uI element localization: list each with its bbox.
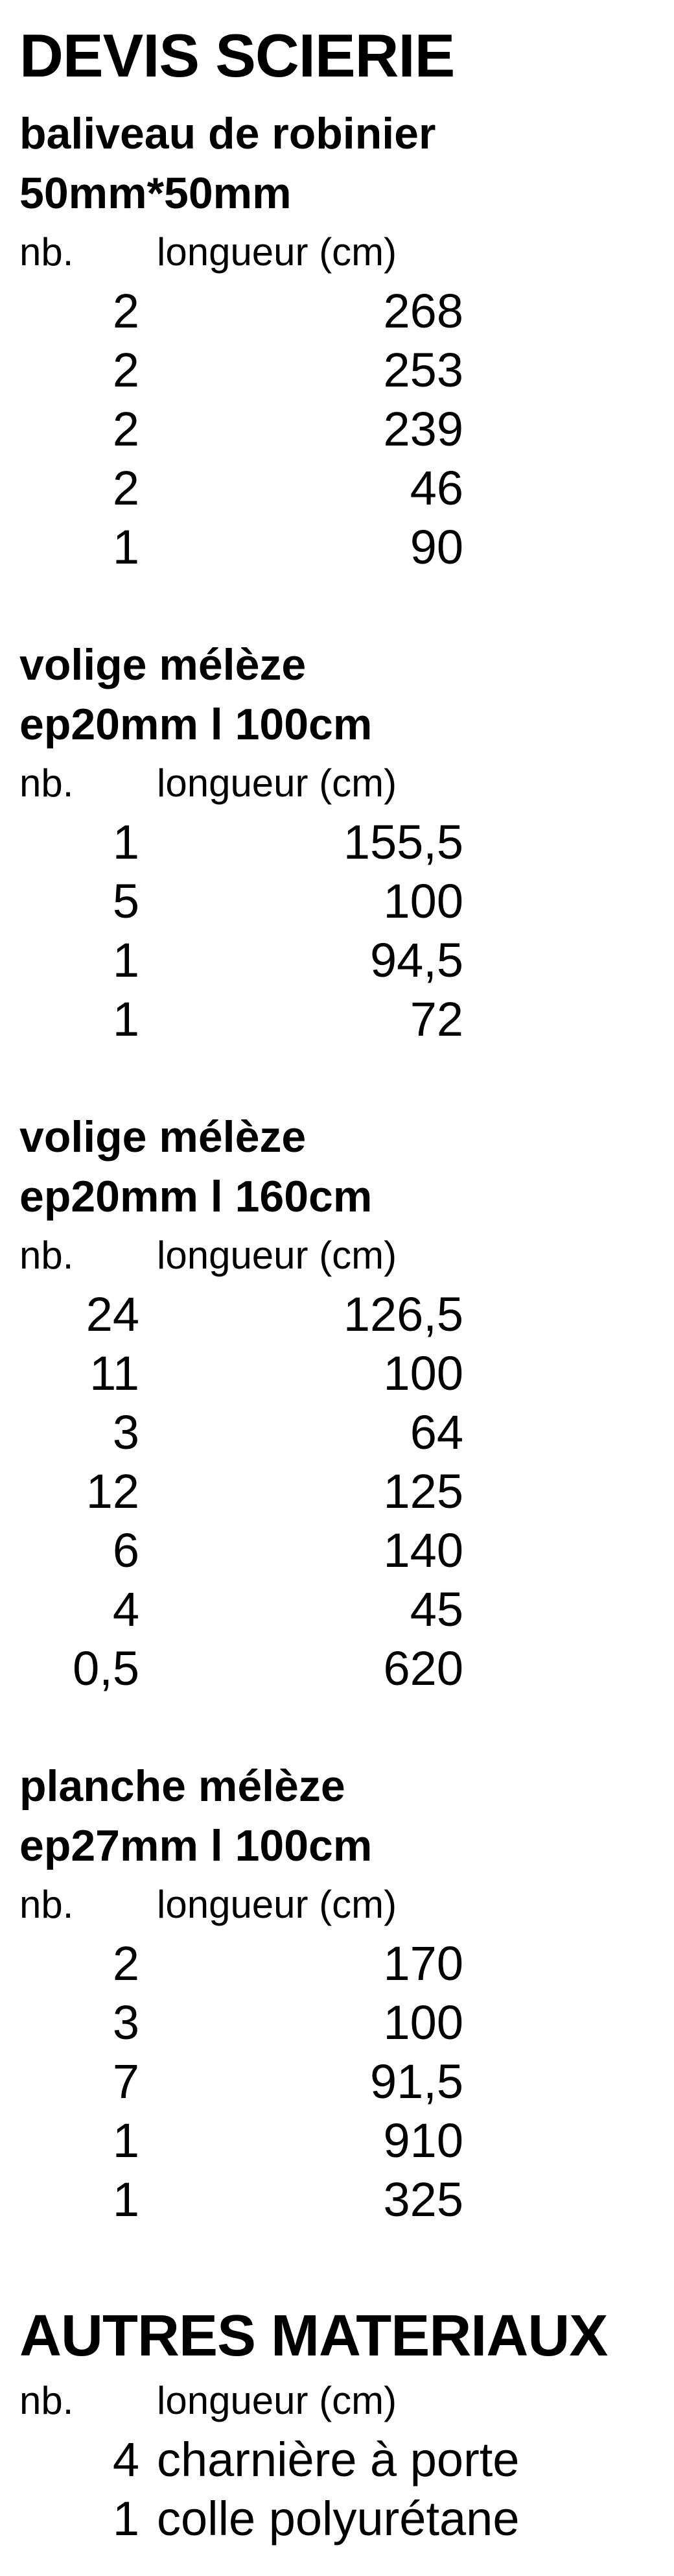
table-row xyxy=(0,2489,674,2548)
cell-longueur: 100 xyxy=(383,874,463,928)
cell-longueur: 268 xyxy=(383,284,463,338)
table-header xyxy=(0,754,674,813)
table-row xyxy=(0,2170,674,2229)
section-title-line-1: volige mélèze xyxy=(19,1112,307,1162)
table-row xyxy=(0,281,674,340)
cell-nb: 2 xyxy=(112,284,139,338)
cell-nb: 1 xyxy=(112,933,139,987)
section-title xyxy=(19,1107,674,1226)
table-row xyxy=(0,1934,674,1993)
cell-nb: 1 xyxy=(112,2492,139,2546)
section-volige-meleze-160 xyxy=(0,1107,674,1698)
column-header-nb: nb. xyxy=(19,761,74,805)
column-header-nb: nb. xyxy=(19,1234,74,1277)
cell-longueur: 100 xyxy=(383,1346,463,1400)
materials-title: AUTRES MATERIAUX xyxy=(19,2304,608,2368)
table-row xyxy=(0,340,674,400)
column-header-longueur: longueur (cm) xyxy=(157,230,397,274)
section-title xyxy=(19,104,674,223)
cell-nb: 1 xyxy=(112,520,139,574)
cell-longueur: 72 xyxy=(410,992,463,1046)
table-row xyxy=(0,813,674,872)
table-row xyxy=(0,1639,674,1698)
section-title-line-2: 50mm*50mm xyxy=(19,169,292,218)
section-planche-meleze xyxy=(0,1756,674,2229)
table-row xyxy=(0,2430,674,2489)
table-row xyxy=(0,1580,674,1639)
table-row xyxy=(0,459,674,518)
cell-longueur: 325 xyxy=(383,2173,463,2226)
table-row xyxy=(0,1521,674,1580)
cell-nb: 7 xyxy=(112,2055,139,2108)
table-row xyxy=(0,2052,674,2111)
cell-longueur: 91,5 xyxy=(369,2055,463,2108)
cell-longueur: 45 xyxy=(410,1582,463,1636)
column-header-nb: nb. xyxy=(19,230,74,274)
table-row xyxy=(0,518,674,577)
cell-nb: 24 xyxy=(86,1287,139,1341)
section-title-line-2: ep27mm l 100cm xyxy=(19,1821,373,1870)
table-header xyxy=(0,223,674,281)
section-title-line-2: ep20mm l 160cm xyxy=(19,1172,373,1221)
table-row xyxy=(0,1344,674,1403)
cell-nb: 1 xyxy=(112,2173,139,2226)
page-title: DEVIS SCIERIE xyxy=(19,21,455,89)
cell-nb: 2 xyxy=(112,343,139,397)
cell-longueur: 126,5 xyxy=(343,1287,463,1341)
cell-longueur: 64 xyxy=(410,1405,463,1459)
cell-longueur: 125 xyxy=(383,1464,463,1518)
section-volige-meleze-100 xyxy=(0,635,674,1049)
cell-nb: 2 xyxy=(112,402,139,456)
section-title xyxy=(19,1756,674,1876)
cell-longueur: 140 xyxy=(383,1523,463,1577)
table-row xyxy=(0,990,674,1049)
section-baliveau-robinier xyxy=(0,104,674,577)
cell-nb: 3 xyxy=(112,1996,139,2049)
cell-nb: 4 xyxy=(112,2433,139,2487)
table-row xyxy=(0,1462,674,1521)
section-title-line-1: planche mélèze xyxy=(19,1761,345,1811)
cell-nb: 1 xyxy=(112,815,139,869)
cell-material-label: charnière à porte xyxy=(157,2433,520,2487)
table-header xyxy=(0,2372,674,2430)
cell-nb: 12 xyxy=(86,1464,139,1518)
cell-nb: 3 xyxy=(112,1405,139,1459)
cell-longueur: 253 xyxy=(383,343,463,397)
cell-longueur: 170 xyxy=(383,1937,463,1990)
cell-longueur: 620 xyxy=(383,1641,463,1695)
cell-longueur: 100 xyxy=(383,1996,463,2049)
cell-longueur: 46 xyxy=(410,461,463,515)
cell-nb: 4 xyxy=(112,1582,139,1636)
cell-nb: 11 xyxy=(89,1346,139,1400)
table-header xyxy=(0,1226,674,1285)
cell-nb: 1 xyxy=(112,2114,139,2167)
table-row xyxy=(0,1403,674,1462)
cell-nb: 2 xyxy=(112,461,139,515)
column-header-longueur: longueur (cm) xyxy=(157,761,397,805)
cell-nb: 2 xyxy=(112,1937,139,1990)
cell-nb: 5 xyxy=(112,874,139,928)
column-header-nb: nb. xyxy=(19,2379,74,2422)
cell-longueur: 239 xyxy=(383,402,463,456)
cell-material-label: colle polyurétane xyxy=(157,2492,520,2546)
table-row xyxy=(0,872,674,931)
column-header-longueur: longueur (cm) xyxy=(157,2379,397,2422)
table-row xyxy=(0,2111,674,2170)
table-row xyxy=(0,931,674,990)
section-title-line-1: baliveau de robinier xyxy=(19,109,436,158)
section-title-line-2: ep20mm l 100cm xyxy=(19,700,373,749)
cell-nb: 1 xyxy=(112,992,139,1046)
cell-longueur: 910 xyxy=(383,2114,463,2167)
cell-longueur: 94,5 xyxy=(369,933,463,987)
section-autres-materiaux xyxy=(0,2300,674,2548)
cell-longueur: 90 xyxy=(410,520,463,574)
cell-nb: 0,5 xyxy=(73,1641,139,1695)
cell-nb: 6 xyxy=(112,1523,139,1577)
section-title-line-1: volige mélèze xyxy=(19,640,307,689)
column-header-longueur: longueur (cm) xyxy=(157,1883,397,1926)
column-header-nb: nb. xyxy=(19,1883,74,1926)
table-row xyxy=(0,1285,674,1344)
cell-longueur: 155,5 xyxy=(343,815,463,869)
table-header xyxy=(0,1876,674,1934)
table-row xyxy=(0,1993,674,2052)
section-title xyxy=(19,635,674,754)
table-row xyxy=(0,400,674,459)
column-header-longueur: longueur (cm) xyxy=(157,1234,397,1277)
